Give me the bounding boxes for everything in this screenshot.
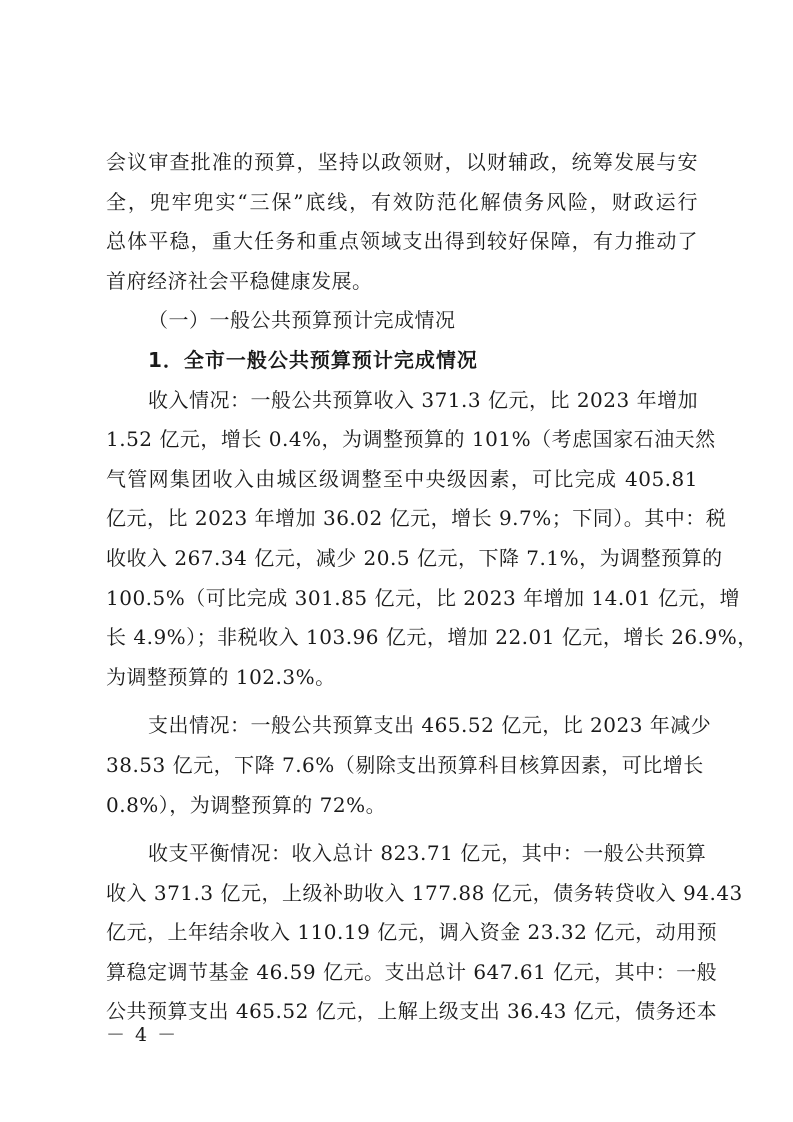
text-line: 为调整预算的 102.3%。	[106, 664, 336, 689]
text-line: 1.52 亿元，增长 0.4%，为调整预算的 101%（考虑国家石油天然	[106, 427, 716, 452]
paragraph-expenditure	[106, 706, 712, 825]
subsection-heading: 1．全市一般公共预算预计完成情况	[148, 347, 478, 372]
text-line: 首府经济社会平稳健康发展。	[106, 268, 373, 293]
body-text	[106, 143, 758, 1032]
paragraph-balance	[106, 834, 743, 1032]
text-line: 算稳定调节基金 46.59 亿元。支出总计 647.61 亿元，其中：一般	[106, 959, 718, 984]
text-line: 0.8%），为调整预算的 72%。	[106, 792, 387, 817]
text-line: 收收入 267.34 亿元，减少 20.5 亿元，下降 7.1%，为调整预算的	[106, 545, 723, 570]
text-line: 气管网集团收入由城区级调整至中央级因素，可比完成 405.81	[106, 466, 698, 491]
text-line: 会议审查批准的预算，坚持以政领财，以财辅政，统筹发展与安	[106, 150, 698, 174]
text-line: 长 4.9%）；非税收入 103.96 亿元，增加 22.01 亿元，增长 26.9%，	[106, 625, 758, 650]
text-line: 亿元，上年结余收入 110.19 亿元，调入资金 23.32 亿元，动用预	[106, 920, 718, 945]
text-line: 亿元，比 2023 年增加 36.02 亿元，增长 9.7%；下同）。其中：税	[106, 506, 727, 531]
text-line: 收支平衡情况：收入总计 823.71 亿元，其中：一般公共预算	[148, 841, 707, 866]
text-line: 100.5%（可比完成 301.85 亿元，比 2023 年增加 14.01 亿元，增	[106, 585, 741, 610]
paragraph-income	[106, 381, 758, 698]
text-line: 总体平稳，重大任务和重点领域支出得到较好保障，有力推动了	[106, 229, 698, 254]
text-line: 收入情况：一般公共预算收入 371.3 亿元，比 2023 年增加	[148, 387, 699, 412]
section-heading: （一）一般公共预算预计完成情况	[148, 308, 456, 333]
text-line: 收入 371.3 亿元，上级补助收入 177.88 亿元，债务转贷收入 94.43	[106, 880, 743, 905]
page-number: － 4 －	[106, 1024, 179, 1046]
text-line: 公共预算支出 465.52 亿元，上解上级支出 36.43 亿元，债务还本	[106, 999, 718, 1024]
text-line: 38.53 亿元，下降 7.6%（剔除支出预算科目核算因素，可比增长	[106, 752, 704, 777]
text-line: 全，兜牢兜实“三保”底线，有效防范化解债务风险，财政运行	[106, 189, 698, 214]
paragraph-intro	[106, 143, 698, 301]
text-line: 支出情况：一般公共预算支出 465.52 亿元，比 2023 年减少	[148, 713, 712, 738]
